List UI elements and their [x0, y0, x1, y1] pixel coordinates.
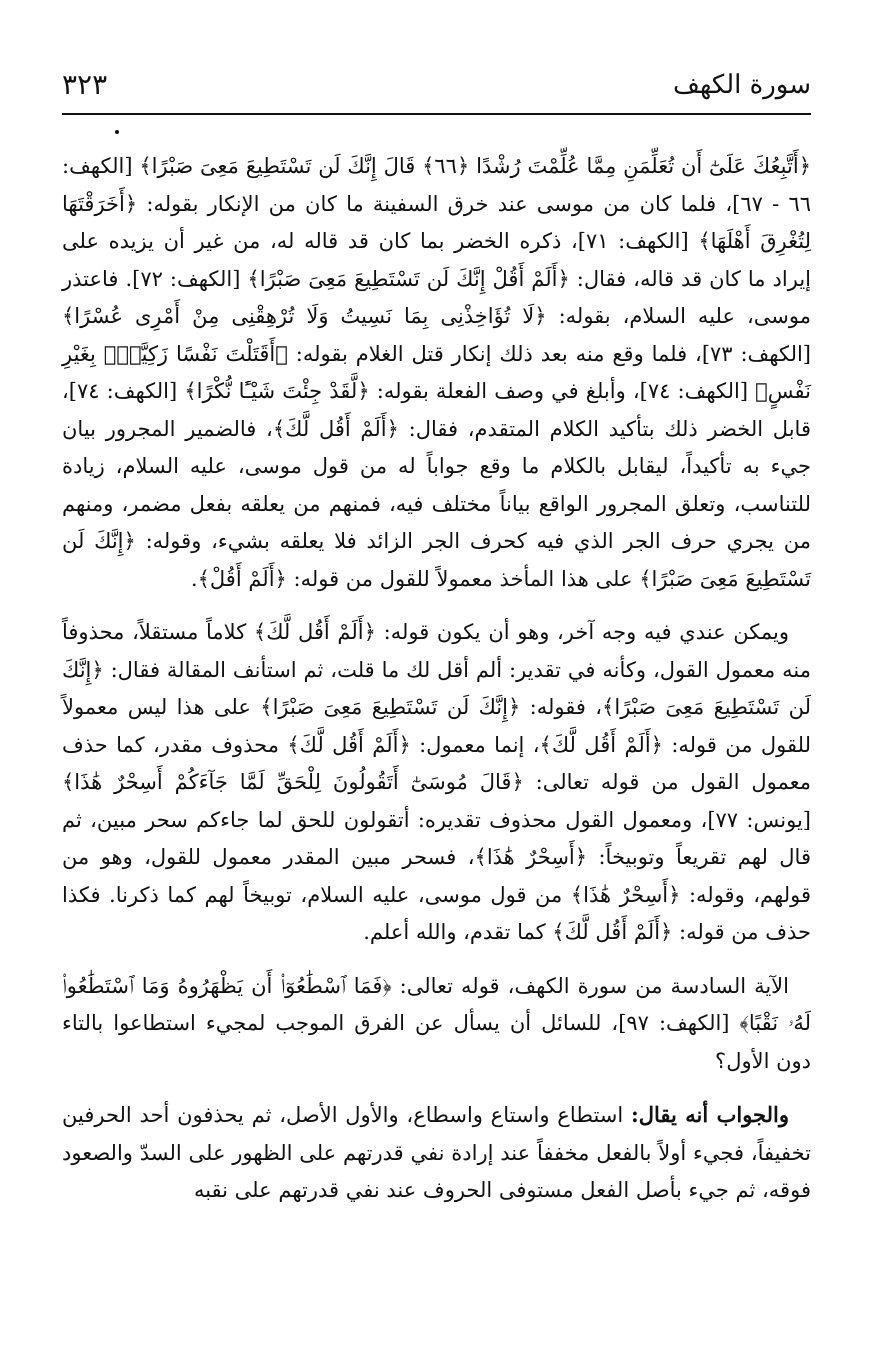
paragraph-3 [62, 968, 811, 1081]
paragraph-4-text: استطاع واستاع واسطاع، والأول الأصل، ثم يحذفون أحد الحرفين تخفيفاً، فجيء أولاً بالفعل مخففاً عند إرادة نفي قدرتهم على الظهور على السدّ والصعود فوقه، ثم جيء بأصل الفعل مستوفى الحروف عند نفي قدرتهم على نقبه [62, 1103, 811, 1202]
paragraph-1 [62, 148, 811, 598]
paragraph-1-text: ﴿أَتَّبِعُكَ عَلَىٰٓ أَن تُعَلِّمَنِ مِمَّا عُلِّمْتَ رُشْدًا ﴿٦٦﴾ قَالَ إِنَّكَ لَن تَسْتَطِيعَ مَعِىَ صَبْرًا﴾ [الكهف: ٦٦ - ٦٧]، فلما كان من موسى عند خرق السفينة ما كان من الإنكار بقوله: ﴿أَخَرَقْتَهَا لِتُغْرِقَ أَهْلَهَا﴾ [الكهف: ٧١]، ذكره الخضر بما كان قد قاله له، من غير أن يزيده على إيراد ما كان قد قاله، فقال: ﴿أَلَمْ أَقُلْ إِنَّكَ لَن تَسْتَطِيعَ مَعِىَ صَبْرًا﴾ [الكهف: ٧٢]. فاعتذر موسى، عليه السلام، بقوله: ﴿لَا تُؤَاخِذْنِى بِمَا نَسِيتُ وَلَا تُرْهِقْنِى مِنْ أَمْرِى عُسْرًا﴾ [الكهف: ٧٣]، فلما وقع منه بعد ذلك إنكار قتل الغلام بقوله: ﴿أَقَتَلْتَ نَفْسًا زَكِيَّةًۢ بِغَيْرِ نَفْسٍ﴾ [الكهف: ٧٤]، وأبلغ في وصف الفعلة بقوله: ﴿لَّقَدْ جِئْتَ شَيْـًٔا نُّكْرًا﴾ [الكهف: ٧٤]، قابل الخضر ذلك بتأكيد الكلام المتقدم، فقال: ﴿أَلَمْ أَقُل لَّكَ﴾، فالضمير المجرور بيان جيء به تأكيداً، ليقابل بالكلام ما وقع جواباً له من قول موسى، عليه السلام، زيادة للتناسب، وتعلق المجرور الواقع بياناً مختلف فيه، فمنهم من يعلقه بفعل مضمر، ومنهم من يجري حرف الجر الذي فيه كحرف الجر الزائد فلا يعلقه بشيء، وقوله: ﴿إِنَّكَ لَن تَسْتَطِيعَ مَعِىَ صَبْرًا﴾ على هذا المأخذ معمولاً للقول من قوله: ﴿أَلَمْ أَقُلْ﴾. [62, 154, 812, 591]
paragraph-2 [62, 614, 811, 952]
chapter-title: سورة الكهف [672, 70, 811, 100]
paragraph-3-text: الآية السادسة من سورة الكهف، قوله تعالى: ﴿فَمَا ٱسْطَٰعُوٓا۟ أَن يَظْهَرُوهُ وَمَا ٱسْتَطَٰعُوا۟ لَهُۥ نَقْبًا﴾ [الكهف: ٩٧]، للسائل أن يسأل عن الفرق الموجب لمجيء استطاعوا بالتاء دون الأول؟ [62, 973, 811, 1073]
ink-dot [115, 130, 119, 134]
page-body [62, 148, 811, 1226]
paragraph-4-lead: والجواب أنه يقال: [630, 1102, 789, 1127]
paragraph-2-text: ويمكن عندي فيه وجه آخر، وهو أن يكون قوله: ﴿أَلَمْ أَقُل لَّكَ﴾ كلاماً مستقلاً، محذوفاً منه معمول القول، وكأنه في تقدير: ألم أقل لك ما قلت، ثم استأنف المقالة فقال: ﴿إِنَّكَ لَن تَسْتَطِيعَ مَعِىَ صَبْرًا﴾، فقوله: ﴿إِنَّكَ لَن تَسْتَطِيعَ مَعِىَ صَبْرًا﴾ على هذا ليس معمولاً للقول من قوله: ﴿أَلَمْ أَقُل لَّكَ﴾، إنما معمول: ﴿أَلَمْ أَقُل لَّكَ﴾ محذوف مقدر، كما حذف معمول القول من قوله تعالى: ﴿قَالَ مُوسَىٰٓ أَتَقُولُونَ لِلْحَقِّ لَمَّا جَآءَكُمْ أَسِحْرٌ هَٰذَا﴾ [يونس: ٧٧]، ومعمول القول محذوف تقديره: أتقولون للحق لما جاءكم سحر مبين، ثم قال لهم تقريعاً وتوبيخاً: ﴿أَسِحْرٌ هَٰذَا﴾، فسحر مبين المقدر معمول للقول، وهو من قولهم، وقوله: ﴿أَسِحْرٌ هَٰذَا﴾ من قول موسى، عليه السلام، توبيخاً لهم كما ذكرنا. فكذا حذف من قوله: ﴿أَلَمْ أَقُل لَّكَ﴾ كما تقدم، والله أعلم. [62, 620, 811, 944]
page-header [62, 58, 811, 110]
page-number: ٣٢٣ [62, 68, 108, 101]
paragraph-4 [62, 1096, 811, 1210]
header-rule [62, 113, 811, 115]
